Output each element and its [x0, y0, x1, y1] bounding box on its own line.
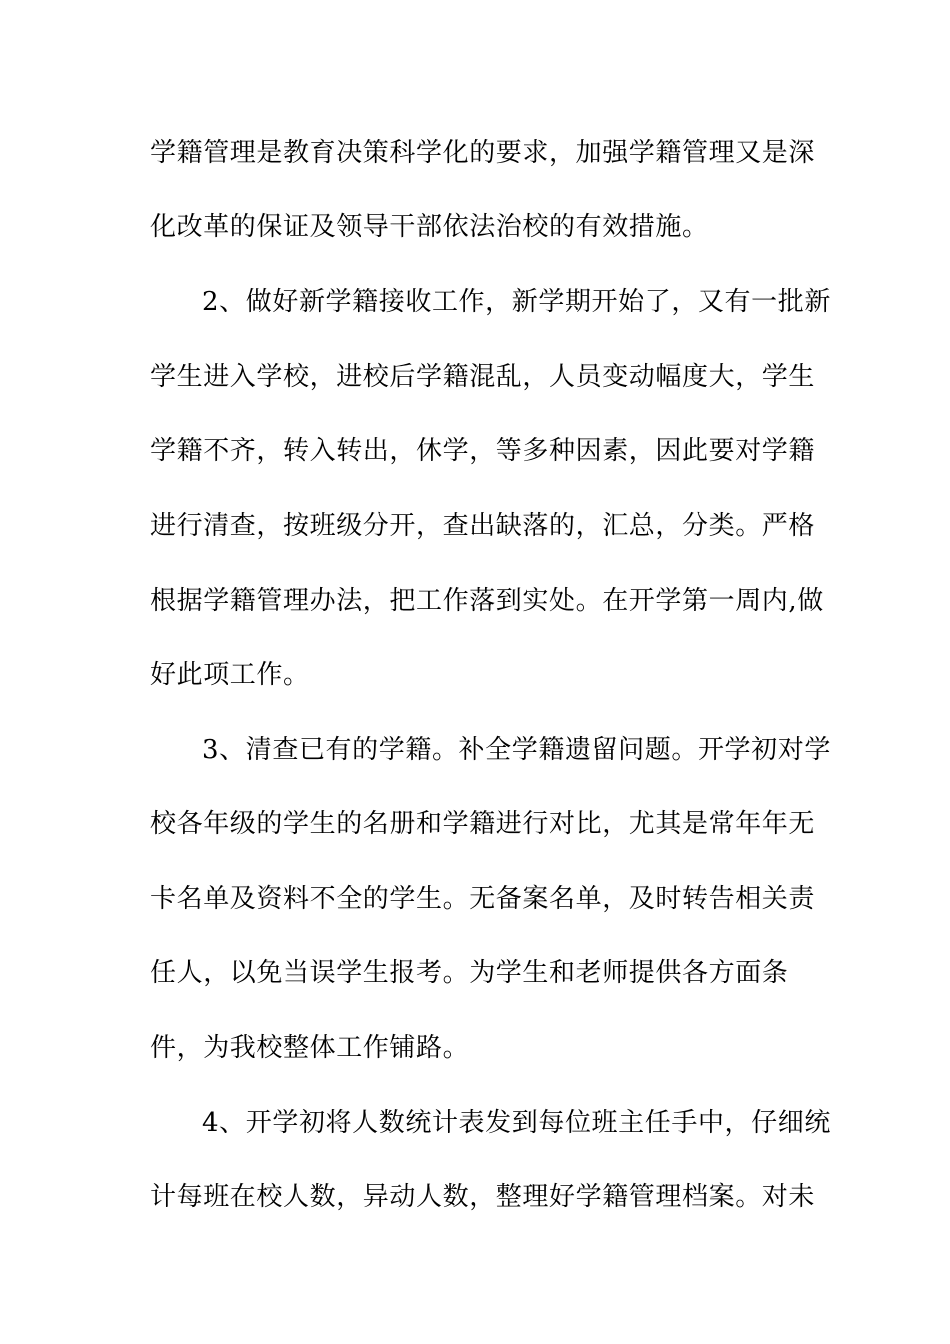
text-line: 好此项工作。 [150, 660, 310, 690]
text-line: 学生进入学校，进校后学籍混乱，人员变动幅度大，学生 [150, 362, 816, 392]
text-line: 卡名单及资料不全的学生。无备案名单，及时转告相关责 [150, 884, 816, 914]
text-line: 进行清查，按班级分开，查出缺落的，汇总，分类。严格 [150, 511, 816, 541]
text-line: 学籍管理是教育决策科学化的要求，加强学籍管理又是深 [150, 138, 816, 168]
text-line: 学籍不齐，转入转出，休学，等多种因素，因此要对学籍 [150, 436, 816, 466]
text-line: 计每班在校人数，异动人数，整理好学籍管理档案。对未 [150, 1182, 816, 1212]
text-line: 件，为我校整体工作铺路。 [150, 1033, 470, 1063]
text-line: 校各年级的学生的名册和学籍进行对比，尤其是常年年无 [150, 809, 816, 839]
text-line: 根据学籍管理办法，把工作落到实处。在开学第一周内,做 [150, 586, 824, 616]
paragraph-start-line: 2、做好新学籍接收工作，新学期开始了，又有一批新 [202, 287, 831, 317]
text-line: 化改革的保证及领导干部依法治校的有效措施。 [150, 212, 709, 242]
text-line: 任人，以免当误学生报考。为学生和老师提供各方面条 [150, 958, 789, 988]
paragraph-start-line: 3、清查已有的学籍。补全学籍遗留问题。开学初对学 [202, 735, 831, 765]
paragraph-start-line: 4、开学初将人数统计表发到每位班主任手中，仔细统 [202, 1108, 831, 1138]
